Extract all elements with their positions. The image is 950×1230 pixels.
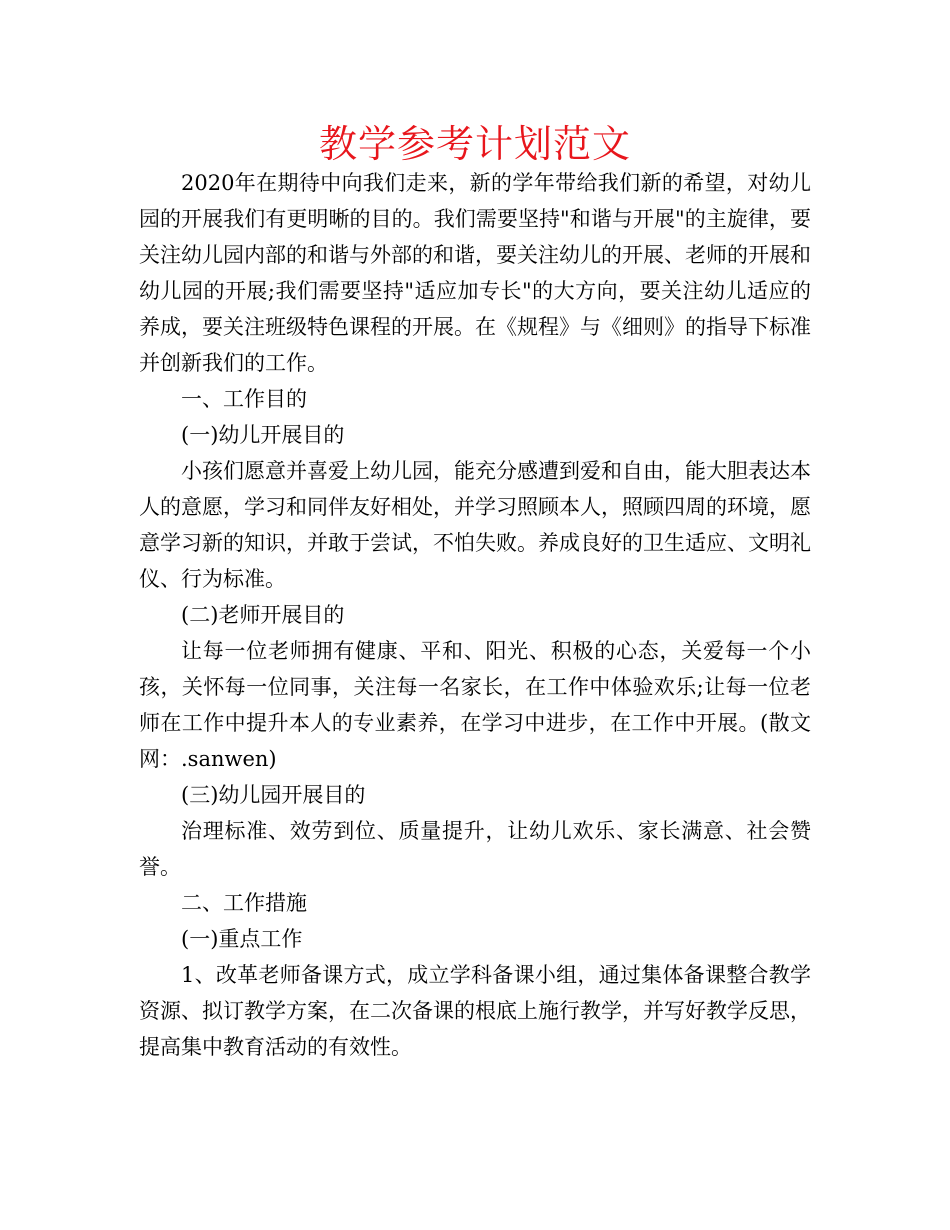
paragraph-key-work-1: 1、改革老师备课方式，成立学科备课小组，通过集体备课整合教学资源、拟订教学方案，在二次备课的根底上施行教学，并写好教学反思，提高集中教育活动的有效性。 bbox=[139, 963, 811, 1059]
subheading-child-goals: (一)幼儿开展目的 bbox=[181, 423, 345, 447]
document-title: 教学参考计划范文 bbox=[318, 122, 631, 166]
paragraph-teacher-goals: 让每一位老师拥有健康、平和、阳光、积极的心态，关爱每一个小孩，关怀每一位同事，关注每一名家长，在工作中体验欢乐;让每一位老师在工作中提升本人的专业素养，在学习中进步，在工作中开展。(散文网：.sanwen) bbox=[139, 639, 811, 771]
subheading-key-work: (一)重点工作 bbox=[181, 927, 303, 951]
heading-work-goals: 一、工作目的 bbox=[181, 387, 307, 411]
paragraph-kindergarten-goals: 治理标准、效劳到位、质量提升，让幼儿欢乐、家长满意、社会赞誉。 bbox=[139, 819, 811, 879]
subheading-kindergarten-goals: (三)幼儿园开展目的 bbox=[181, 783, 366, 807]
subheading-teacher-goals: (二)老师开展目的 bbox=[181, 603, 345, 627]
document-body bbox=[139, 165, 811, 1065]
heading-work-measures: 二、工作措施 bbox=[181, 891, 307, 915]
paragraph-child-goals: 小孩们愿意并喜爱上幼儿园，能充分感遭到爱和自由，能大胆表达本人的意愿，学习和同伴友好相处，并学习照顾本人，照顾四周的环境，愿意学习新的知识，并敢于尝试，不怕失败。养成良好的卫生适应、文明礼仪、行为标准。 bbox=[139, 459, 811, 591]
paragraph-intro: 2020年在期待中向我们走来，新的学年带给我们新的希望，对幼儿园的开展我们有更明晰的目的。我们需要坚持"和谐与开展"的主旋律，要关注幼儿园内部的和谐与外部的和谐，要关注幼儿的开展、老师的开展和幼儿园的开展;我们需要坚持"适应加专长"的大方向，要关注幼儿适应的养成，要关注班级特色课程的开展。在《规程》与《细则》的指导下标准并创新我们的工作。 bbox=[139, 171, 811, 375]
